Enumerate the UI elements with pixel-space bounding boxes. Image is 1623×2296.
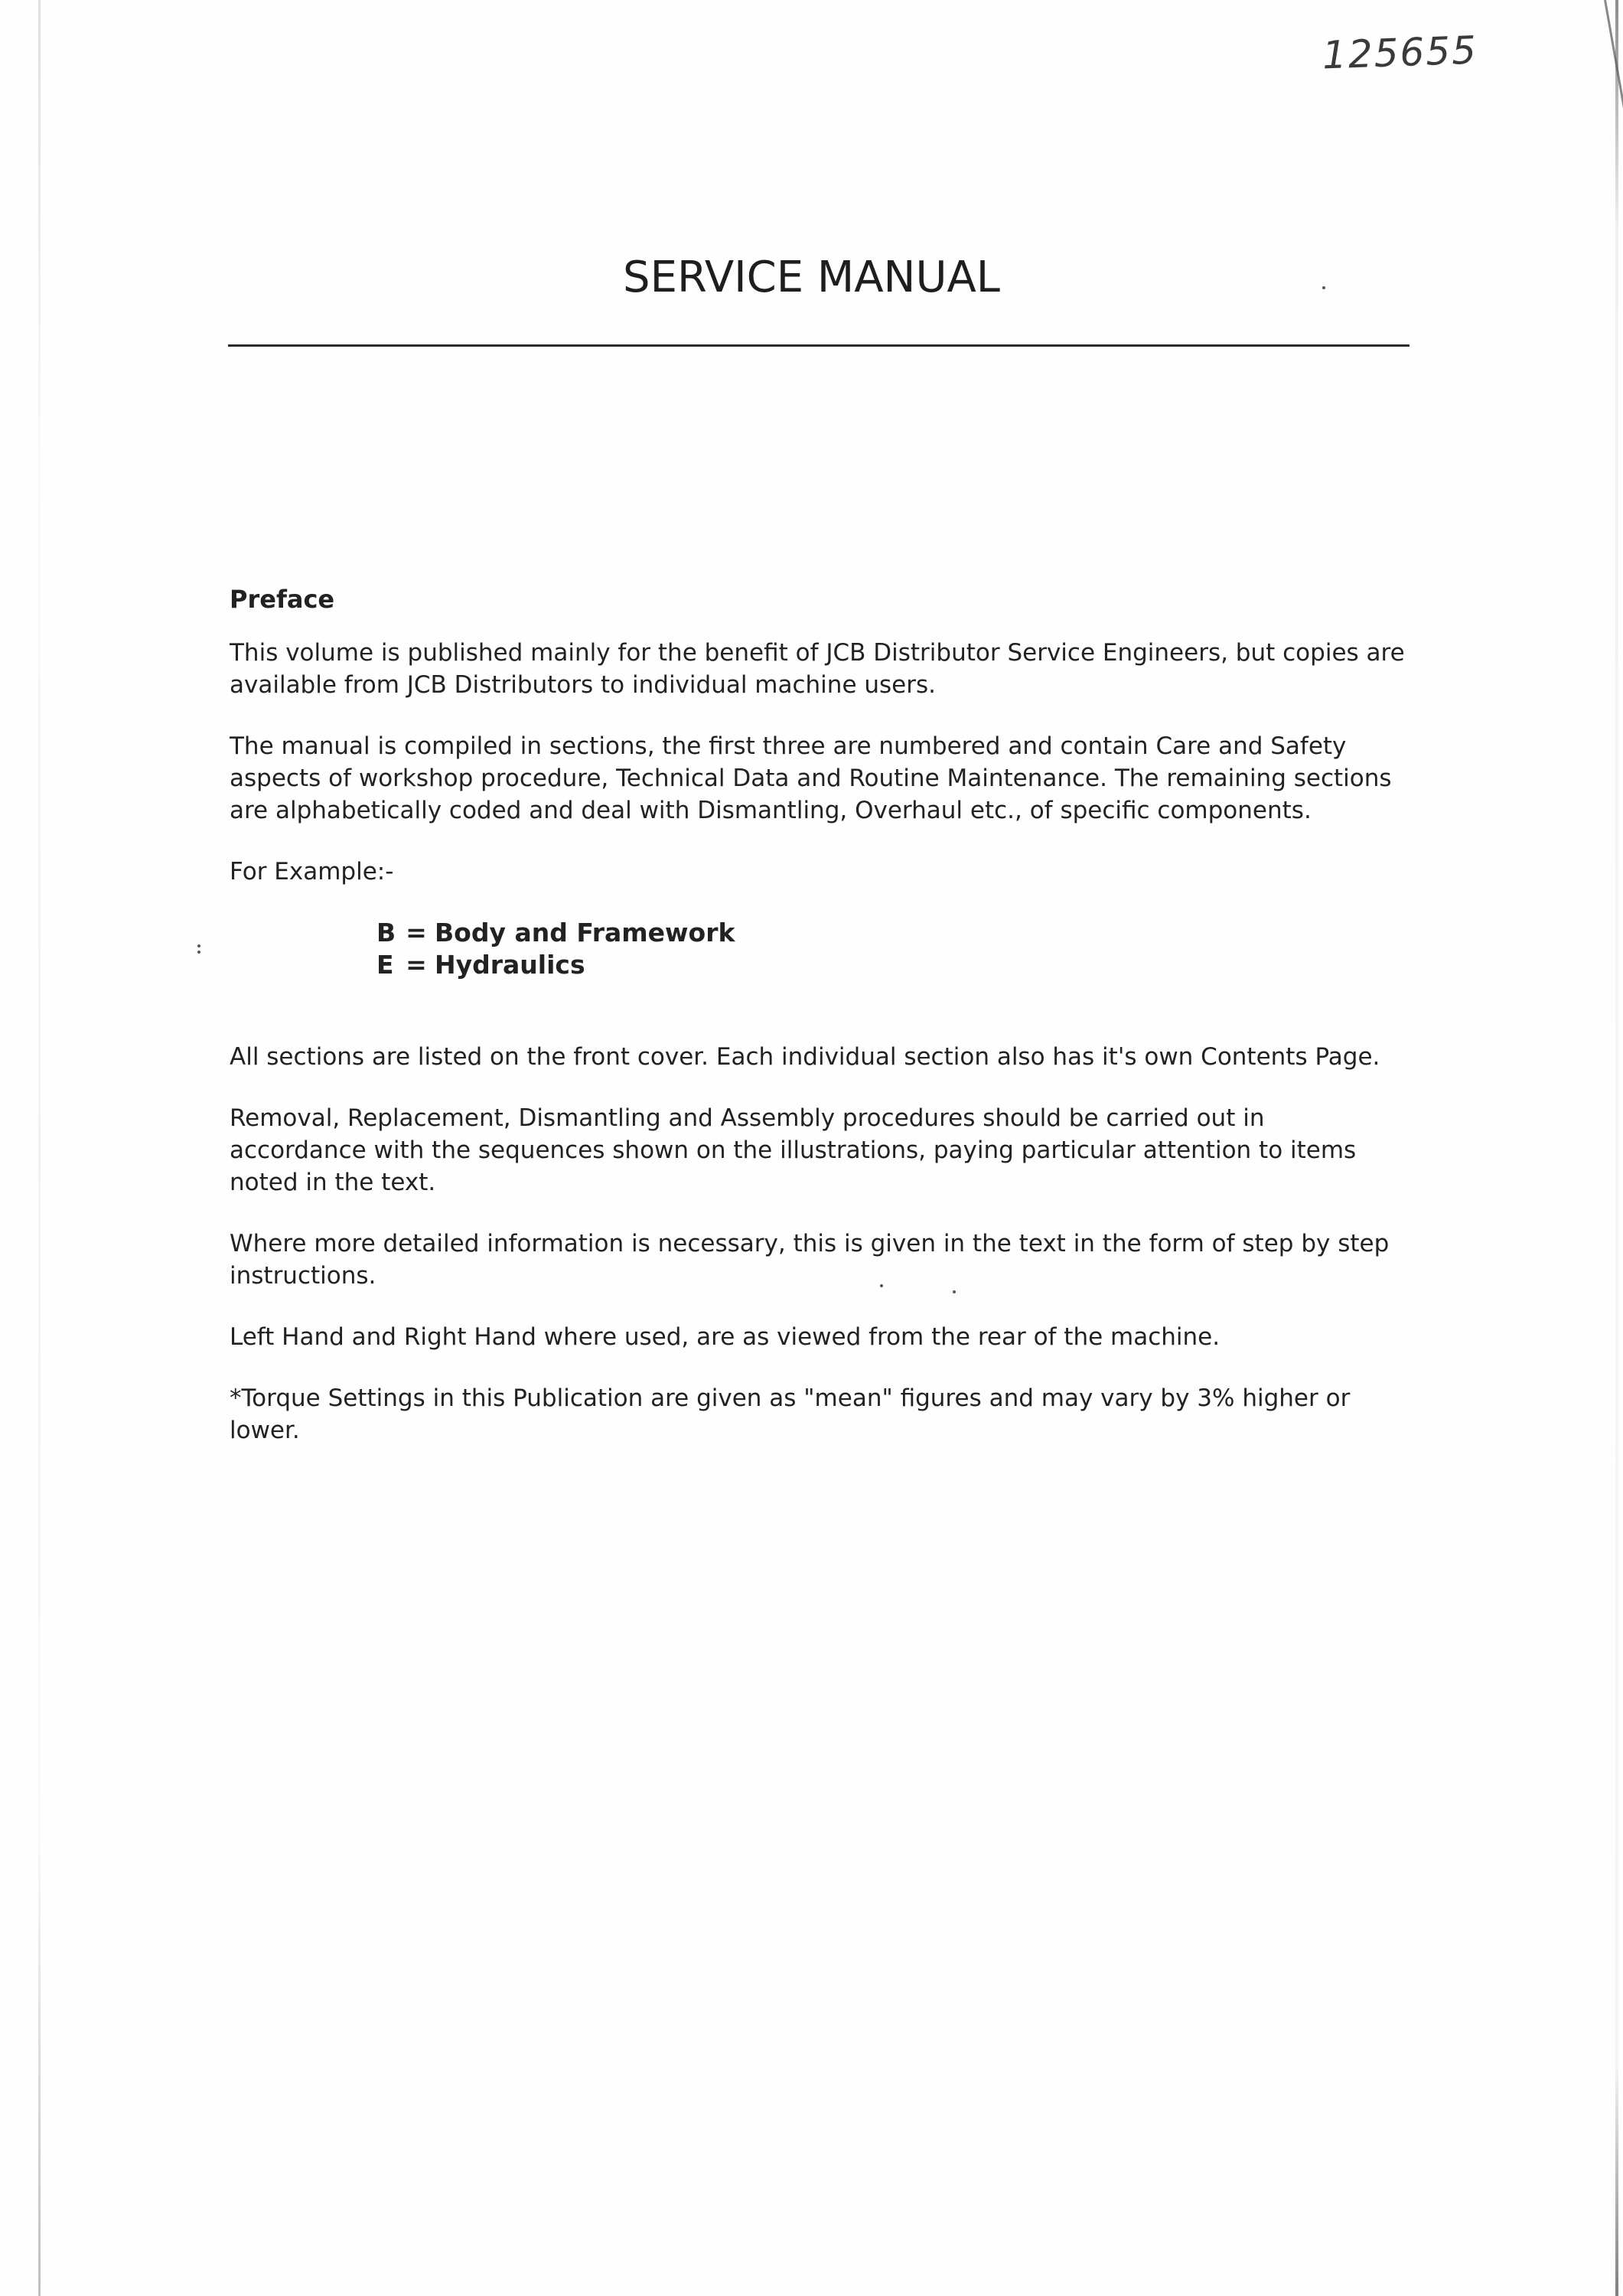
preface-section <box>230 583 1408 1476</box>
paragraph-detailed-info: Where more detailed information is necessary, this is given in the text in the form of step by step instructions. <box>230 1230 1390 1290</box>
handwritten-reference-number: 125655 <box>1322 28 1478 78</box>
paragraph-sections: The manual is compiled in sections, the first three are numbered and contain Care and Safety aspects of workshop procedure, Technical Data and Routine Maintenance. The remaining sections are alphabetically coded and deal with Dismantling, Overhaul etc., of specific components. <box>230 732 1392 824</box>
example-label: Hydraulics <box>435 950 585 980</box>
paragraph-left-right: Left Hand and Right Hand where used, are as viewed from the rear of the machine. <box>230 1323 1221 1351</box>
scan-fold-mark <box>1604 0 1623 166</box>
page-title: SERVICE MANUAL <box>623 253 1000 302</box>
scan-edge-right <box>1615 0 1618 2296</box>
title-divider <box>228 344 1410 347</box>
example-row-hydraulics <box>376 949 1408 981</box>
paragraph-procedures: Removal, Replacement, Dismantling and Assembly procedures should be carried out in accordance with the sequences shown on the illustrations, paying particular attention to items noted in the text. <box>230 1104 1357 1196</box>
paragraph-torque: *Torque Settings in this Publication are given as "mean" figures and may vary by 3% higher or lower. <box>230 1384 1351 1444</box>
example-row-body <box>376 917 1408 949</box>
paragraph-contents: All sections are listed on the front cover. Each individual section also has it's own Contents Page. <box>230 1043 1380 1071</box>
section-code-examples <box>376 917 1408 981</box>
scan-speck <box>197 951 200 954</box>
example-code: E <box>376 950 394 980</box>
example-equals: = <box>406 918 427 947</box>
preface-heading: Preface <box>230 585 335 614</box>
example-code: B <box>376 918 396 947</box>
paragraph-intro: This volume is published mainly for the benefit of JCB Distributor Service Engineers, but copies are available from JCB Distributors to individual machine users. <box>230 639 1405 699</box>
scan-speck <box>197 944 200 947</box>
scan-edge-left <box>38 0 41 2296</box>
paragraph-for-example: For Example:- <box>230 858 394 885</box>
example-label: Body and Framework <box>435 918 735 947</box>
example-equals: = <box>406 950 427 980</box>
